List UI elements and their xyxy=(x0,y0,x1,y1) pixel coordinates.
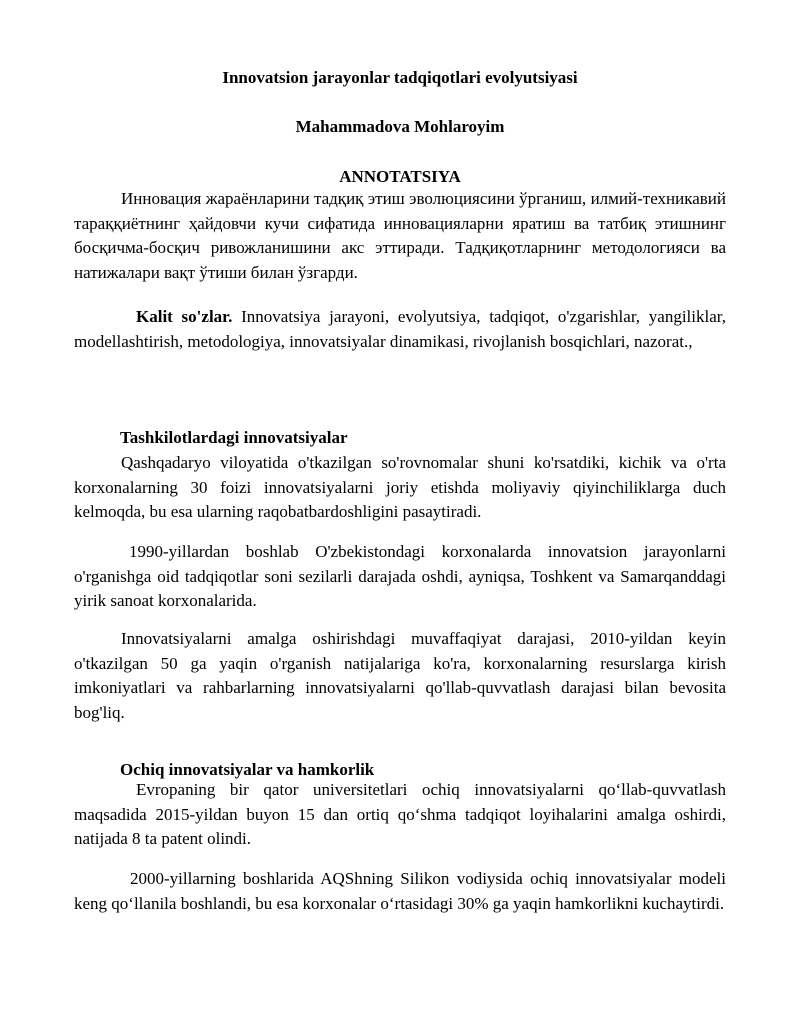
paragraph-text: Qashqadaryo viloyatida o'tkazilgan so'rovnomalar shuni ko'rsatdiki, kichik va o'rta korxonalarning 30 foizi innovatsiyalarni joriy etishda moliyaviy qiyinchiliklarga duch kelmoqda, bu esa ularning raqobatbardoshligini pasaytiradi. xyxy=(74,453,726,521)
author-name: Mahammadova Mohlaroyim xyxy=(295,117,505,136)
paper-title: Innovatsion jarayonlar tadqiqotlari evolyutsiyasi xyxy=(222,68,578,87)
paragraph-text: Evropaning bir qator universitetlari ochiq innovatsiyalarni qo‘llab-quvvatlash maqsadida 2015-yildan buyon 15 dan ortiq qo‘shma tadqiqot loyihalarini amalga oshirdi, natijada 8 ta patent olindi. xyxy=(74,780,726,848)
body-paragraph xyxy=(74,867,726,916)
body-paragraph xyxy=(74,778,726,852)
body-paragraph xyxy=(74,451,726,525)
paragraph-text: 1990-yillardan boshlab O'zbekistondagi korxonalarda innovatsion jarayonlarni o'rganishga oid tadqiqotlar soni sezilarli darajada oshdi, ayniqsa, Toshkent va Samarqanddagi yirik sanoat korxonalarida. xyxy=(74,542,726,610)
annotation-heading: ANNOTATSIYA xyxy=(339,167,461,186)
paragraph-text: 2000-yillarning boshlarida AQShning Silikon vodiysida ochiq innovatsiyalar modeli keng qo‘llanila boshlandi, bu esa korxonalar o‘rtasidagi 30% ga yaqin hamkorlikni kuchaytirdi. xyxy=(74,869,726,913)
keywords-label: Kalit so'zlar. xyxy=(136,307,233,326)
annotation-text: Инновация жараёнларини тадқиқ этиш эволюциясини ўрганиш, илмий-техникавий тараққиётнинг ҳайдовчи кучи сифатида инновацияларни яратиш ва татбиқ этишнинг босқичма-босқич ривожланишини акс эттиради. Тадқиқотларнинг методологияси ва натижалари вақт ўтиши билан ўзгарди. xyxy=(74,189,726,282)
body-paragraph xyxy=(74,627,726,725)
keywords-paragraph xyxy=(74,305,726,354)
keywords-text: Innovatsiya jarayoni, evolyutsiya, tadqiqot, o'zgarishlar, yangiliklar, modellashtirish, metodologiya, innovatsiyalar dinamikasi, rivojlanish bosqichlari, nazorat., xyxy=(74,307,726,351)
section-heading: Tashkilotlardagi innovatsiyalar xyxy=(120,428,348,447)
section-heading: Ochiq innovatsiyalar va hamkorlik xyxy=(120,760,375,779)
annotation-paragraph xyxy=(74,187,726,285)
body-paragraph xyxy=(74,540,726,614)
paragraph-text: Innovatsiyalarni amalga oshirishdagi muvaffaqiyat darajasi, 2010-yildan keyin o'tkazilgan 50 ga yaqin o'rganish natijalariga ko'ra, korxonalarning resurslarga kirish imkoniyatlari va rahbarlarning innovatsiyalarni qo'llab-quvvatlash darajasi bilan bevosita bog'liq. xyxy=(74,629,726,722)
